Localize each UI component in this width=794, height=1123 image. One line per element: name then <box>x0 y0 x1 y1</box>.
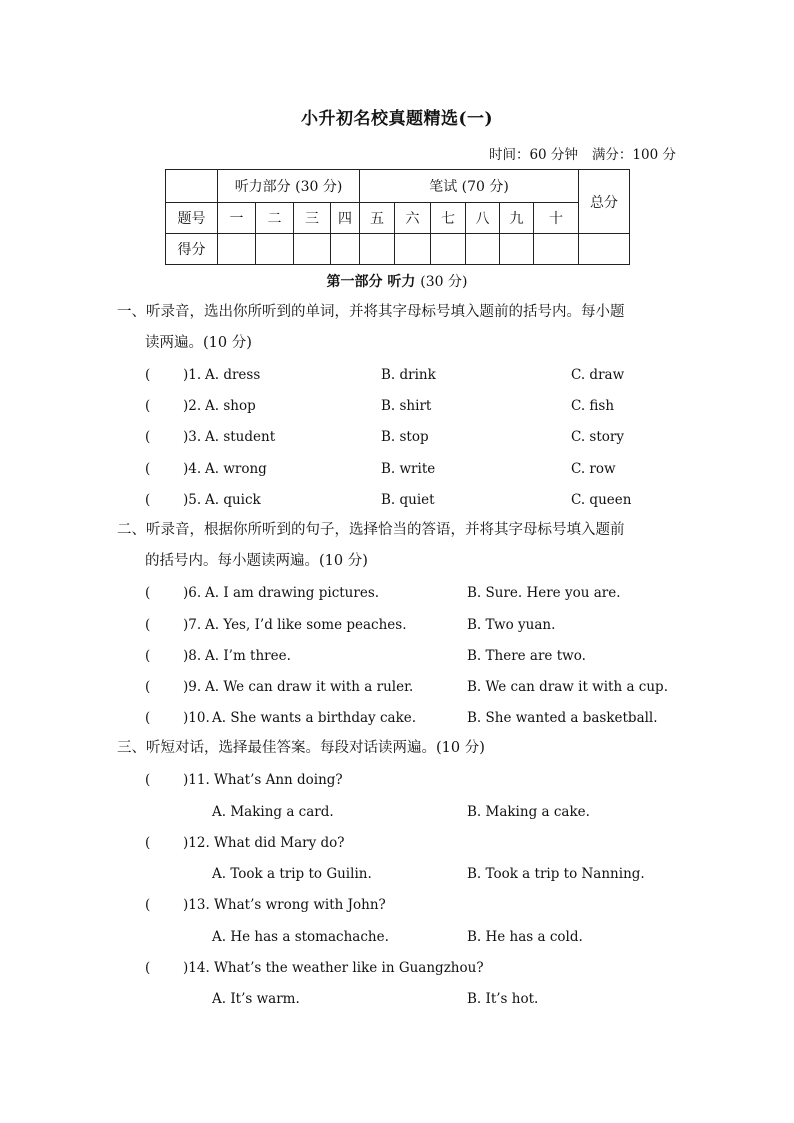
part3-instruction-line: 三、听短对话，选择最佳答案。每段对话读两遍。(10 分) <box>117 740 485 756</box>
score-cell[interactable] <box>534 234 579 265</box>
part2-instruction-line1: 二、听录音，根据你所听到的句子，选择恰当的答语，并将其字母标号填入题前 <box>117 522 625 538</box>
answer-blank[interactable]: ( <box>145 835 151 851</box>
score-cell[interactable] <box>218 234 256 265</box>
exam-time: 时间：60 分钟 <box>488 147 578 163</box>
option-a: A. wrong <box>205 461 267 477</box>
question-text: )11. What’s Ann doing? <box>183 772 343 788</box>
part3-instruction <box>117 733 682 764</box>
question-number-cell: 七 <box>431 203 466 234</box>
section-points: (30 分) <box>420 274 468 290</box>
option-b: B. She wanted a basketball. <box>467 710 658 726</box>
question-number: )5. <box>183 492 202 508</box>
score-cell[interactable] <box>431 234 466 265</box>
part2-instruction <box>117 515 682 577</box>
score-cell[interactable] <box>466 234 500 265</box>
option-a: A. It’s warm. <box>212 991 300 1007</box>
answer-blank[interactable]: ( <box>145 367 151 383</box>
answer-blank[interactable]: ( <box>145 772 151 788</box>
question-number: )4. <box>183 461 202 477</box>
option-a: A. student <box>205 429 276 445</box>
question-number: )7. <box>183 617 202 633</box>
question-number-cell: 十 <box>534 203 579 234</box>
part1-instruction <box>117 297 682 359</box>
question-number-cell: 五 <box>360 203 395 234</box>
option-c: C. draw <box>571 367 625 383</box>
option-a: A. We can draw it with a ruler. <box>205 679 414 695</box>
total-label: 总分 <box>579 170 630 234</box>
row-label-number: 题号 <box>166 203 218 234</box>
row-label-score: 得分 <box>166 234 218 265</box>
answer-blank[interactable]: ( <box>145 679 151 695</box>
answer-blank[interactable]: ( <box>145 960 151 976</box>
question-number-cell: 二 <box>256 203 294 234</box>
option-b: B. shirt <box>381 398 432 414</box>
score-cell[interactable] <box>500 234 534 265</box>
part1-instruction-line1: 一、听录音，选出你所听到的单词，并将其字母标号填入题前的括号内。每小题 <box>117 304 625 320</box>
listening-header: 听力部分 (30 分) <box>218 170 360 203</box>
option-c: C. row <box>571 461 616 477</box>
option-b: B. Making a cake. <box>467 804 590 820</box>
question-number-cell: 九 <box>500 203 534 234</box>
option-b: B. Two yuan. <box>467 617 556 633</box>
answer-blank[interactable]: ( <box>145 710 151 726</box>
option-b: B. There are two. <box>467 648 586 664</box>
option-b: B. quiet <box>381 492 435 508</box>
question-text: )12. What did Mary do? <box>183 835 345 851</box>
answer-blank[interactable]: ( <box>145 897 151 913</box>
option-a: A. shop <box>205 398 256 414</box>
option-a: A. She wants a birthday cake. <box>212 710 417 726</box>
section-heading <box>0 271 794 291</box>
exam-meta <box>489 143 676 163</box>
question-number: )2. <box>183 398 202 414</box>
score-cell[interactable] <box>395 234 431 265</box>
option-a: A. Making a card. <box>212 804 334 820</box>
question-number: )10. <box>183 710 210 726</box>
answer-blank[interactable]: ( <box>145 617 151 633</box>
score-table <box>165 169 630 265</box>
exam-title: 小升初名校真题精选(一) <box>300 109 494 129</box>
option-b: B. drink <box>381 367 436 383</box>
option-b: B. Took a trip to Nanning. <box>467 866 645 882</box>
option-b: B. It’s hot. <box>467 991 539 1007</box>
answer-blank[interactable]: ( <box>145 398 151 414</box>
option-b: B. Sure. Here you are. <box>467 585 621 601</box>
question-number-cell: 四 <box>331 203 360 234</box>
answer-blank[interactable]: ( <box>145 585 151 601</box>
question-text: )14. What’s the weather like in Guangzhou? <box>183 960 484 976</box>
score-table-corner <box>166 170 218 203</box>
score-cell[interactable] <box>256 234 294 265</box>
answer-blank[interactable]: ( <box>145 461 151 477</box>
option-b: B. He has a cold. <box>467 929 583 945</box>
option-b: B. We can draw it with a cup. <box>467 679 668 695</box>
option-c: C. story <box>571 429 624 445</box>
total-score-cell[interactable] <box>579 234 630 265</box>
option-a: A. quick <box>205 492 261 508</box>
option-c: C. fish <box>571 398 615 414</box>
option-a: A. dress <box>205 367 261 383</box>
answer-blank[interactable]: ( <box>145 429 151 445</box>
option-a: A. He has a stomachache. <box>212 929 389 945</box>
part2-instruction-line2: 的括号内。每小题读两遍。(10 分) <box>145 553 368 569</box>
question-number-cell: 三 <box>294 203 331 234</box>
option-c: C. queen <box>571 492 632 508</box>
question-number: )1. <box>183 367 202 383</box>
option-a: A. I am drawing pictures. <box>205 585 380 601</box>
written-header: 笔试 (70 分) <box>360 170 579 203</box>
option-b: B. write <box>381 461 436 477</box>
question-number: )9. <box>183 679 202 695</box>
answer-blank[interactable]: ( <box>145 648 151 664</box>
option-a: A. I’m three. <box>205 648 291 664</box>
question-number: )6. <box>183 585 202 601</box>
score-cell[interactable] <box>360 234 395 265</box>
score-cell[interactable] <box>294 234 331 265</box>
question-number-cell: 六 <box>395 203 431 234</box>
question-number: )3. <box>183 429 202 445</box>
exam-full-score: 满分：100 分 <box>591 147 676 163</box>
option-a: A. Took a trip to Guilin. <box>212 866 372 882</box>
part1-instruction-line2: 读两遍。(10 分) <box>145 335 252 351</box>
question-text: )13. What’s wrong with John? <box>183 897 386 913</box>
answer-blank[interactable]: ( <box>145 492 151 508</box>
option-b: B. stop <box>381 429 429 445</box>
section-title: 第一部分 听力 <box>326 274 416 290</box>
question-number: )8. <box>183 648 202 664</box>
question-number-cell: 一 <box>218 203 256 234</box>
score-cell[interactable] <box>331 234 360 265</box>
option-a: A. Yes, I’d like some peaches. <box>205 617 407 633</box>
question-number-cell: 八 <box>466 203 500 234</box>
